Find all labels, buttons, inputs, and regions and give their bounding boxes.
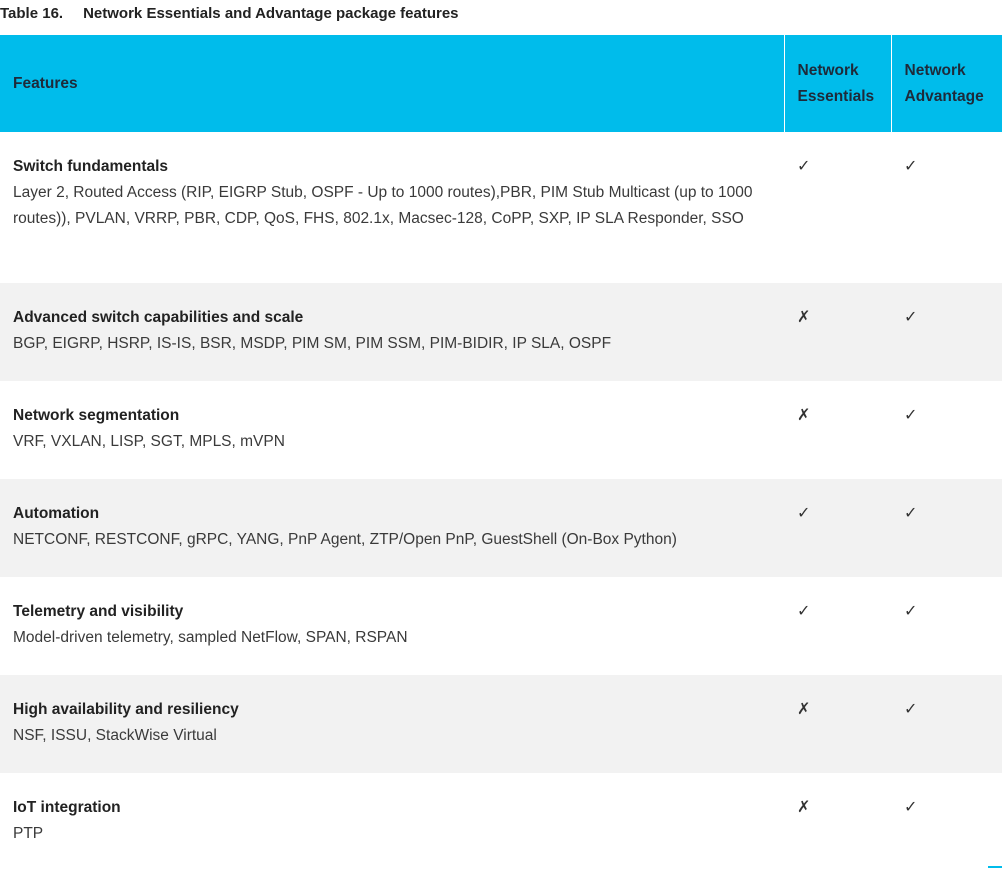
page-edge-accent <box>988 866 1002 868</box>
check-icon: ✓ <box>904 603 918 620</box>
cross-icon: ✗ <box>797 407 811 424</box>
feature-cell <box>0 381 784 479</box>
header-essentials-line2: Essentials <box>797 87 875 105</box>
header-advantage-line2: Advantage <box>904 87 984 105</box>
advantage-mark <box>891 132 1002 283</box>
essentials-mark <box>784 479 891 577</box>
feature-description: NSF, ISSU, StackWise Virtual <box>13 727 217 744</box>
table-row <box>0 675 1002 773</box>
feature-description: NETCONF, RESTCONF, gRPC, YANG, PnP Agent, ZTP/Open PnP, GuestShell (On-Box Python) <box>13 531 677 548</box>
check-icon: ✓ <box>904 309 918 326</box>
advantage-mark <box>891 773 1002 869</box>
table-row <box>0 479 1002 577</box>
check-icon: ✓ <box>904 407 918 424</box>
feature-cell <box>0 773 784 869</box>
feature-cell <box>0 479 784 577</box>
feature-name: Switch fundamentals <box>13 158 169 175</box>
cross-icon: ✗ <box>797 799 811 816</box>
feature-cell <box>0 283 784 381</box>
feature-description: VRF, VXLAN, LISP, SGT, MPLS, mVPN <box>13 433 285 450</box>
feature-name: High availability and resiliency <box>13 701 239 718</box>
feature-description: Layer 2, Routed Access (RIP, EIGRP Stub, OSPF - Up to 1000 routes),PBR, PIM Stub Multicast (up to 1000 routes)), PVLAN, VRRP, PBR, CDP, QoS, FHS, 802.1x, Macsec-128, CoPP, SXP, IP SLA Responder, SSO <box>13 184 753 227</box>
feature-description: BGP, EIGRP, HSRP, IS-IS, BSR, MSDP, PIM SM, PIM SSM, PIM-BIDIR, IP SLA, OSPF <box>13 335 612 352</box>
feature-name: Automation <box>13 505 100 522</box>
feature-name: Telemetry and visibility <box>13 603 184 620</box>
check-icon: ✓ <box>797 603 811 620</box>
advantage-mark <box>891 675 1002 773</box>
header-row <box>0 35 1002 132</box>
check-icon: ✓ <box>904 701 918 718</box>
header-network-advantage <box>891 35 1002 132</box>
feature-name: Network segmentation <box>13 407 180 424</box>
advantage-mark <box>891 577 1002 675</box>
feature-cell <box>0 675 784 773</box>
advantage-mark <box>891 479 1002 577</box>
feature-name: Advanced switch capabilities and scale <box>13 309 304 326</box>
feature-description: Model-driven telemetry, sampled NetFlow, SPAN, RSPAN <box>13 629 408 646</box>
feature-cell <box>0 577 784 675</box>
table-title: Network Essentials and Advantage package features <box>83 5 459 22</box>
table-row <box>0 577 1002 675</box>
feature-description: PTP <box>13 825 44 842</box>
advantage-mark <box>891 283 1002 381</box>
essentials-mark <box>784 381 891 479</box>
advantage-mark <box>891 381 1002 479</box>
cross-icon: ✗ <box>797 309 811 326</box>
essentials-mark <box>784 577 891 675</box>
table-row <box>0 381 1002 479</box>
table-number: Table 16. <box>0 5 64 22</box>
essentials-mark <box>784 675 891 773</box>
table-caption <box>0 5 459 22</box>
features-table <box>0 35 1002 869</box>
check-icon: ✓ <box>904 799 918 816</box>
table-row <box>0 132 1002 283</box>
essentials-mark <box>784 132 891 283</box>
check-icon: ✓ <box>904 505 918 522</box>
check-icon: ✓ <box>797 158 811 175</box>
header-essentials-line1: Network <box>797 61 859 79</box>
header-network-essentials <box>784 35 891 132</box>
feature-name: IoT integration <box>13 799 121 816</box>
cross-icon: ✗ <box>797 701 811 718</box>
check-icon: ✓ <box>904 158 918 175</box>
essentials-mark <box>784 283 891 381</box>
essentials-mark <box>784 773 891 869</box>
check-icon: ✓ <box>797 505 811 522</box>
header-features: Features <box>0 35 784 132</box>
table-row <box>0 773 1002 869</box>
table-row <box>0 283 1002 381</box>
header-advantage-line1: Network <box>904 61 966 79</box>
feature-cell <box>0 132 784 283</box>
